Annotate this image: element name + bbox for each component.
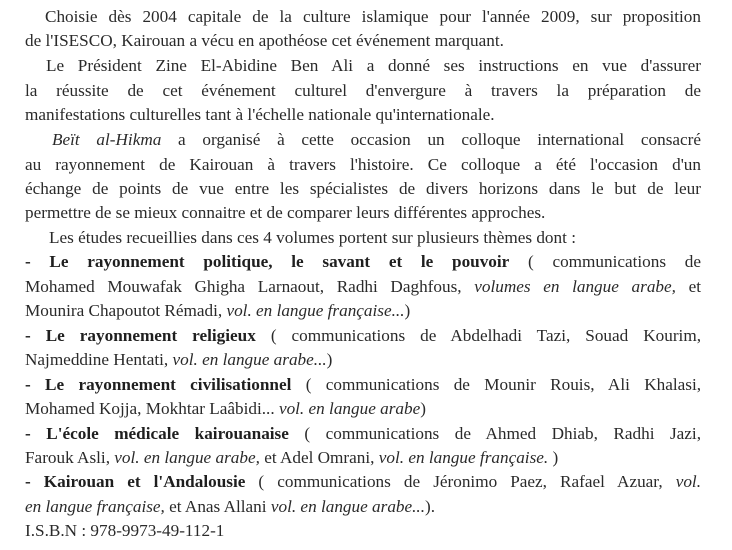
theme-title: - Kairouan et l'Andalousie [25, 472, 246, 491]
p4-line-1: Les études recueillies dans ces 4 volumes portent sur plusieurs thèmes dont : [49, 228, 576, 247]
isbn: I.S.B.N : 978-9973-49-112-1 [25, 521, 225, 540]
p3-line-1: Beït al-Hikma a organisé à cette occasion un colloque international consacré [52, 130, 701, 149]
p2-line-2: la réussite de cet événement culturel d'envergure à travers la préparation de [25, 81, 701, 100]
theme-title: - L'école médicale kairouanaise [25, 424, 289, 443]
theme-title: - Le rayonnement politique, le savant et le pouvoir [25, 252, 510, 271]
theme-1-line-3: Mounira Chapoutot Rémadi, vol. en langue française...) [25, 301, 411, 320]
theme-2-line-1: - Le rayonnement religieux ( communications de Abdelhadi Tazi, Souad Kourim, [25, 326, 702, 345]
institution-name: Beït al-Hikma [52, 130, 162, 149]
theme-4-line-1: - L'école médicale kairouanaise ( communications de Ahmed Dhiab, Radhi Jazi, [25, 424, 701, 443]
theme-2-line-2: Najmeddine Hentati, vol. en langue arabe...) [25, 350, 333, 369]
p3-line-2: au rayonnement de Kairouan à travers l'histoire. Ce colloque a été l'occasion d'un [25, 155, 701, 174]
theme-4-line-2: Farouk Asli, vol. en langue arabe, et Adel Omrani, vol. en langue française. ) [25, 448, 559, 467]
p1-line-2: de l'ISESCO, Kairouan a vécu en apothéose cet événement marquant. [25, 31, 504, 50]
p2-line-1: Le Président Zine El-Abidine Ben Ali a donné ses instructions en vue d'assurer [46, 56, 701, 75]
theme-1-line-1: - Le rayonnement politique, le savant et le pouvoir ( communications de [25, 252, 701, 271]
p1-line-1: Choisie dès 2004 capitale de la culture islamique pour l'année 2009, sur proposition [45, 7, 701, 26]
theme-title: - Le rayonnement civilisationnel [25, 375, 292, 394]
p2-line-3: manifestations culturelles tant à l'échelle nationale qu'internationale. [25, 105, 495, 124]
theme-3-line-1: - Le rayonnement civilisationnel ( communications de Mounir Rouis, Ali Khalasi, [25, 375, 702, 394]
theme-5-line-1: - Kairouan et l'Andalousie ( communications de Jéronimo Paez, Rafael Azuar, vol. [25, 472, 701, 491]
theme-1-line-2: Mohamed Mouwafak Ghigha Larnaout, Radhi Daghfous, volumes en langue arabe, et [25, 277, 702, 296]
p3-line-3: échange de points de vue entre les spécialistes de divers horizons dans le but de leur [25, 179, 701, 198]
theme-3-line-2: Mohamed Kojja, Mokhtar Laâbidi... vol. en langue arabe) [25, 399, 426, 418]
theme-title: - Le rayonnement religieux [25, 326, 256, 345]
p3-line-4: permettre de se mieux connaitre et de comparer leurs différentes approches. [25, 203, 546, 222]
theme-5-line-2: en langue française, et Anas Allani vol. en langue arabe...). [25, 497, 436, 516]
